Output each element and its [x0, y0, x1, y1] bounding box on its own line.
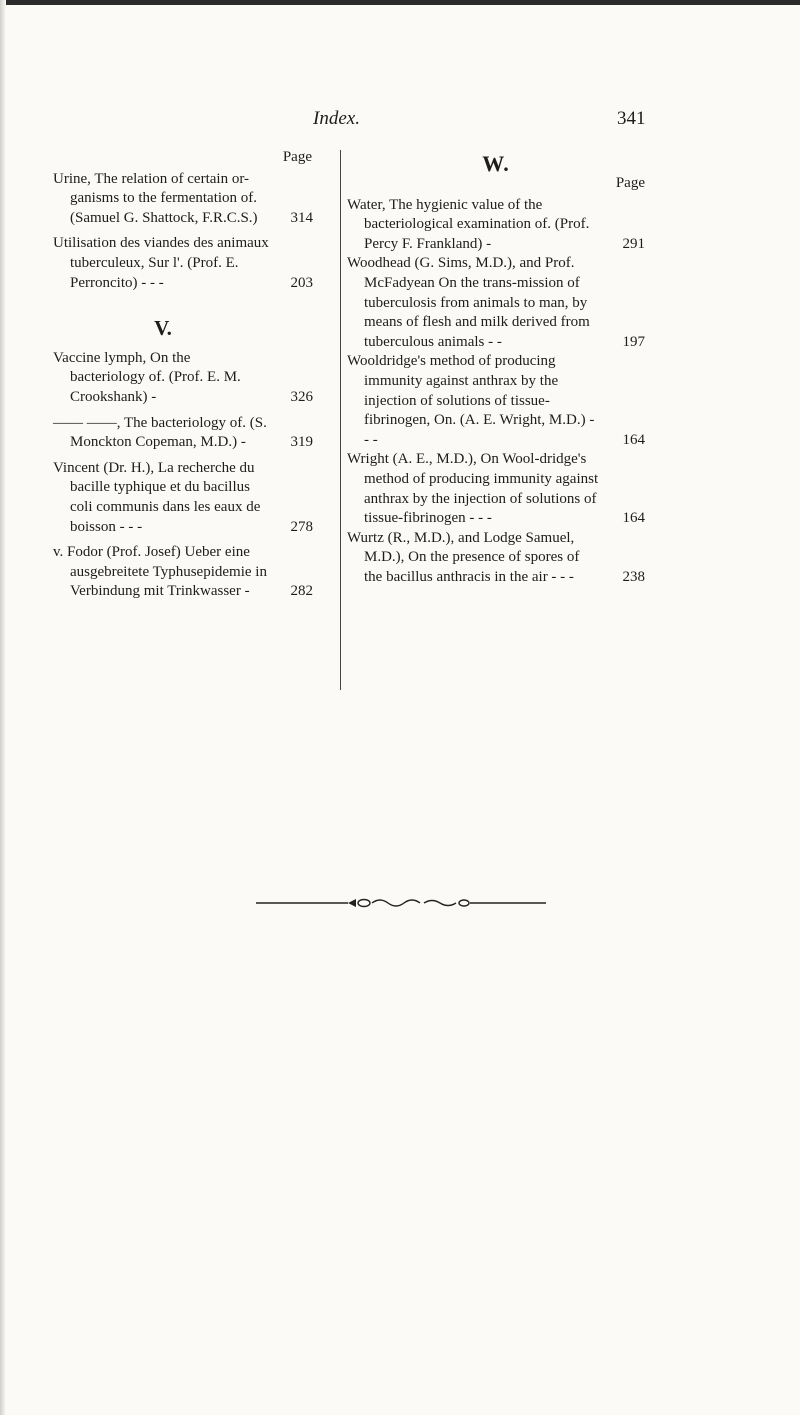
index-entry — [347, 529, 645, 588]
entry-text: Vaccine lymph, On the bacteriology of. (Prof. E. M. Crookshank) - — [53, 349, 241, 405]
column-divider — [340, 150, 341, 690]
entry-page: 203 — [290, 274, 313, 291]
entry-page: 314 — [290, 209, 313, 226]
section-heading-v: V. — [154, 316, 172, 341]
entry-text: Vincent (Dr. H.), La recherche du bacille typhique et du bacillus coli communis dans les eaux de boisson - - - — [53, 459, 261, 535]
entry-page: 319 — [290, 434, 313, 451]
entry-text: Wurtz (R., M.D.), and Lodge Samuel, M.D.), On the presence of spores of the bacillus anthracis in the air - - - — [347, 529, 580, 585]
entry-page: 238 — [622, 568, 645, 585]
index-entry — [53, 234, 313, 293]
section-heading-w: W. — [482, 151, 510, 177]
index-entry — [53, 349, 313, 408]
index-entry — [53, 543, 313, 602]
index-entry — [53, 170, 313, 229]
index-entry — [347, 450, 645, 528]
entry-text: Wright (A. E., M.D.), On Wool-dridge's method of producing immunity against anthrax by the injection of solutions of tissue-fibrinogen - - - — [347, 451, 599, 527]
entry-text: Water, The hygienic value of the bacteriological examination of. (Prof. Percy F. Frankland) - — [347, 196, 590, 252]
page-top-edge — [0, 0, 800, 5]
entry-page: 282 — [290, 583, 313, 600]
entry-text: Urine, The relation of certain or-ganisms to the fermentation of. (Samuel G. Shattock, F.R.C.S.) — [53, 170, 258, 226]
entry-page: 164 — [622, 510, 645, 527]
index-entry — [347, 196, 645, 255]
page-column-label: Page — [282, 149, 312, 165]
entry-text: Woodhead (G. Sims, M.D.), and Prof. McFadyean On the trans-mission of tuberculosis from animals to man, by means of flesh and milk derived from tuberculous animals - - — [347, 255, 590, 350]
left-column — [53, 148, 313, 608]
entry-page: 197 — [622, 333, 645, 350]
page-left-edge — [0, 0, 6, 1415]
ornamental-rule-icon — [256, 896, 546, 910]
index-entry — [53, 459, 313, 537]
entry-page: 278 — [290, 518, 313, 535]
entry-text: Wooldridge's method of producing immunity against anthrax by the injection of solutions of tissue-fibrinogen, On. (A. E. Wright, M.D.) - - - — [347, 353, 595, 448]
entry-page: 164 — [622, 431, 645, 448]
entry-text: Utilisation des viandes des animaux tuberculeux, Sur l'. (Prof. E. Perroncito) - - - — [53, 235, 269, 291]
index-entry — [53, 414, 313, 453]
index-entry — [347, 254, 645, 352]
right-column — [347, 148, 645, 587]
page-number: 341 — [617, 108, 646, 129]
entry-page: 291 — [622, 235, 645, 252]
page-column-label: Page — [615, 175, 645, 191]
entry-text: —— ——, The bacteriology of. (S. Monckton Copeman, M.D.) - — [53, 414, 267, 451]
entry-page: 326 — [290, 388, 313, 405]
page-header — [0, 108, 800, 132]
running-title: Index. — [313, 108, 360, 129]
entry-text: v. Fodor (Prof. Josef) Ueber eine ausgebreitete Typhusepidemie in Verbindung mit Trinkwasser - — [53, 544, 267, 600]
index-entry — [347, 352, 645, 450]
